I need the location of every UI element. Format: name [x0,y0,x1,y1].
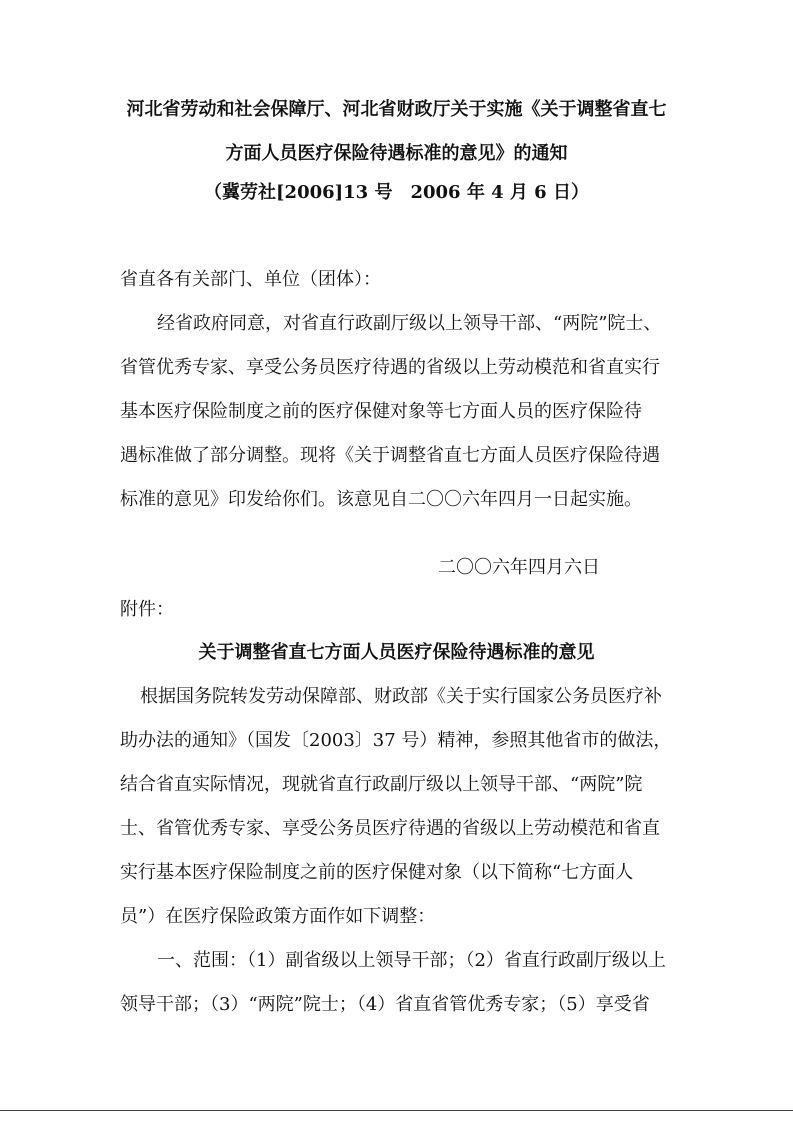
attachment-intro-line: 助办法的通知》（国发〔2003〕37 号）精神，参照其他省市的做法， [120,730,672,751]
notice-body-line: 遇标准做了部分调整。现将《关于调整省直七方面人员医疗保险待遇 [120,445,660,466]
page-bottom-rule [0,1110,793,1111]
addressee: 省直各有关部门、单位（团体）： [120,269,381,290]
attachment-intro-line: 实行基本医疗保险制度之前的医疗保健对象（以下简称“七方面人 [120,862,634,883]
notice-date: 二〇〇六年四月六日 [438,557,600,578]
scope-line: 领导干部；（3）“两院”院士；（4）省直省管优秀专家；（5）享受省 [120,994,650,1015]
notice-body-line: 省管优秀专家、享受公务员医疗待遇的省级以上劳动模范和省直实行 [120,357,660,378]
scope-line: 一、范围：（1）副省级以上领导干部；（2）省直行政副厅级以上 [157,950,666,971]
notice-body-line: 标准的意见》印发给你们。该意见自二〇〇六年四月一日起实施。 [120,489,642,510]
attachment-label: 附件： [120,599,174,620]
notice-title-line-2: 方面人员医疗保险待遇标准的意见》的通知 [225,143,568,164]
attachment-title: 关于调整省直七方面人员医疗保险待遇标准的意见 [198,642,595,663]
attachment-intro-line: 根据国务院转发劳动保障部、财政部《关于实行国家公务员医疗补 [140,686,662,707]
attachment-intro-line: 士、省管优秀专家、享受公务员医疗待遇的省级以上劳动模范和省直 [120,818,660,839]
attachment-intro-line: 结合省直实际情况，现就省直行政副厅级以上领导干部、“两院”院 [120,774,643,795]
notice-title-line-1: 河北省劳动和社会保障厅、河北省财政厅关于实施《关于调整省直七 [126,99,667,120]
attachment-intro-line: 员”）在医疗保险政策方面作如下调整： [120,906,436,927]
document-number: （冀劳社[2006]13 号 2006 年 4 月 6 日） [204,182,589,203]
notice-body-line: 经省政府同意，对省直行政副厅级以上领导干部、“两院”院士、 [157,313,662,334]
notice-body-line: 基本医疗保险制度之前的医疗保健对象等七方面人员的医疗保险待 [120,401,642,422]
